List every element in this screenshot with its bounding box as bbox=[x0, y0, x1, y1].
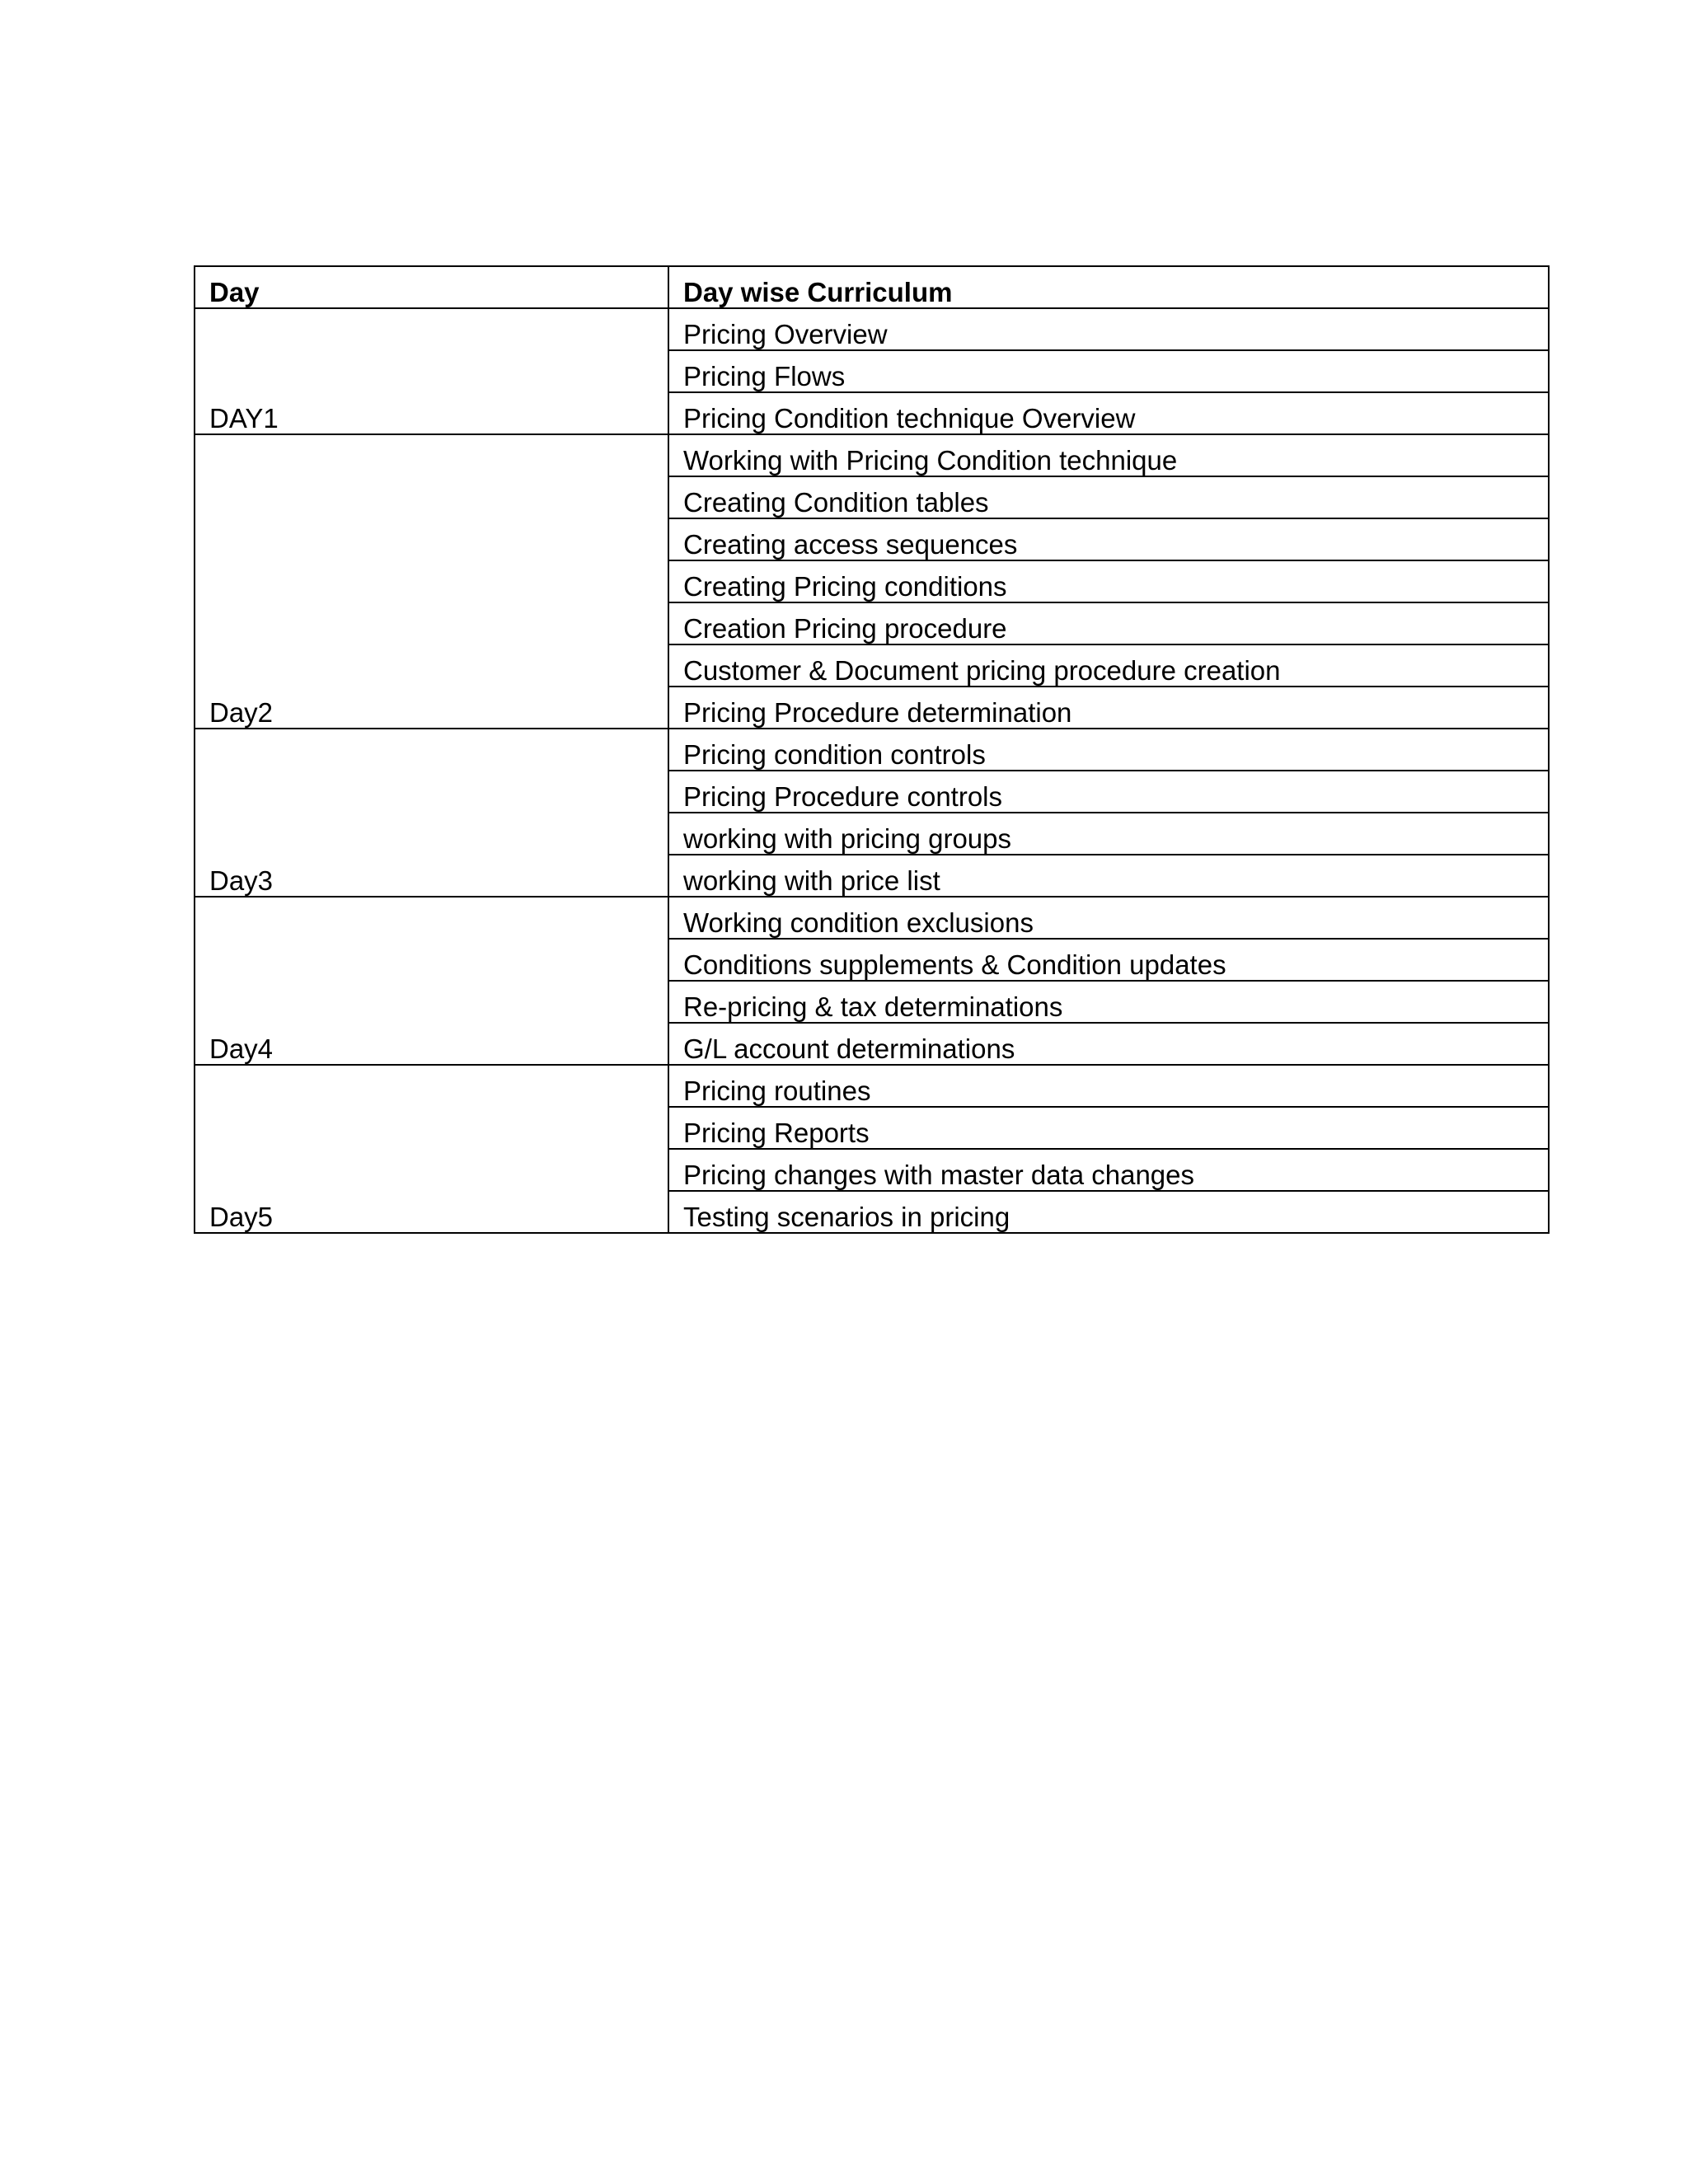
day-label: Day4 bbox=[195, 897, 668, 1065]
day-label: Day3 bbox=[195, 729, 668, 897]
table-row bbox=[195, 434, 1549, 476]
topic-cell: G/L account determinations bbox=[668, 1023, 1549, 1065]
topic-cell: working with price list bbox=[668, 855, 1549, 897]
topic-cell: Working condition exclusions bbox=[668, 897, 1549, 939]
table-row bbox=[195, 1065, 1549, 1107]
topic-cell: Testing scenarios in pricing bbox=[668, 1191, 1549, 1233]
topic-cell: Pricing Reports bbox=[668, 1107, 1549, 1149]
topic-cell: Pricing changes with master data changes bbox=[668, 1149, 1549, 1191]
topic-cell: Re-pricing & tax determinations bbox=[668, 981, 1549, 1023]
day-label: Day5 bbox=[195, 1065, 668, 1233]
topic-cell: Pricing Flows bbox=[668, 350, 1549, 392]
topic-cell: Pricing routines bbox=[668, 1065, 1549, 1107]
topic-cell: Pricing condition controls bbox=[668, 729, 1549, 771]
topic-cell: Working with Pricing Condition technique bbox=[668, 434, 1549, 476]
header-curriculum: Day wise Curriculum bbox=[668, 266, 1549, 308]
topic-cell: Creating Pricing conditions bbox=[668, 560, 1549, 602]
table-row bbox=[195, 897, 1549, 939]
topic-cell: Creation Pricing procedure bbox=[668, 602, 1549, 644]
table-row bbox=[195, 308, 1549, 350]
topic-cell: Pricing Procedure determination bbox=[668, 687, 1549, 729]
table-header bbox=[195, 266, 1549, 308]
topic-cell: Pricing Overview bbox=[668, 308, 1549, 350]
topic-cell: Creating access sequences bbox=[668, 518, 1549, 560]
header-row bbox=[195, 266, 1549, 308]
topic-cell: Pricing Procedure controls bbox=[668, 771, 1549, 813]
topic-cell: Conditions supplements & Condition updates bbox=[668, 939, 1549, 981]
topic-cell: Pricing Condition technique Overview bbox=[668, 392, 1549, 434]
day-label: Day2 bbox=[195, 434, 668, 729]
day-label: DAY1 bbox=[195, 308, 668, 434]
table-row bbox=[195, 729, 1549, 771]
topic-cell: Customer & Document pricing procedure creation bbox=[668, 644, 1549, 687]
topic-cell: working with pricing groups bbox=[668, 813, 1549, 855]
header-day: Day bbox=[195, 266, 668, 308]
curriculum-table bbox=[194, 265, 1550, 1234]
topic-cell: Creating Condition tables bbox=[668, 476, 1549, 518]
table-body bbox=[195, 308, 1549, 1233]
